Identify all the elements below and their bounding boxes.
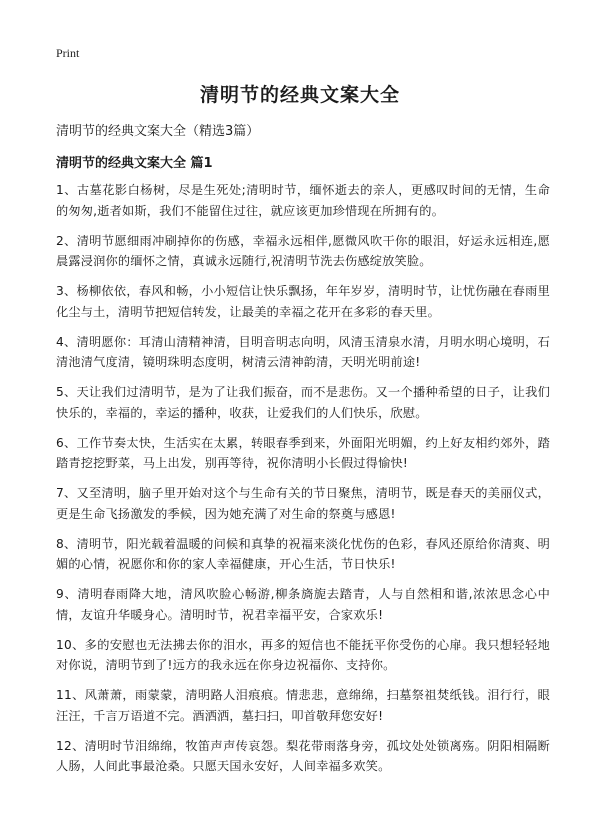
list-item: 1、古墓花影白杨树，尽是生死处;清明时节，缅怀逝去的亲人，更感叹时间的无情，生命的匆匆,逝者如斯，我们不能留住过往，就应该更加珍惜现在所拥有的。 (56, 183, 550, 218)
list-item: 3、杨柳依依，春风和畅，小小短信让快乐飘扬，年年岁岁，清明时节，让忧伤融在春雨里化尘与土，清明节把短信转发，让最美的幸福之花开在多彩的春天里。 (56, 284, 550, 319)
document-subtitle: 清明节的经典文案大全（精选3篇） (56, 124, 260, 139)
list-item: 6、工作节奏太快，生活实在太累，转眼春季到来，外面阳光明媚，约上好友相约郊外，踏踏青挖挖野菜，马上出发，别再等待，祝你清明小长假过得愉快! (56, 435, 550, 470)
list-item: 10、多的安慰也无法拂去你的泪水，再多的短信也不能抚平你受伤的心扉。我只想轻轻地对你说，清明节到了!远方的我永远在你身边祝福你、支持你。 (56, 637, 550, 672)
list-item: 11、风萧萧，雨蒙蒙，清明路人泪痕痕。情悲悲，意绵绵，扫墓祭祖焚纸钱。泪行行，眼汪汪，千言万语道不完。酒洒洒，墓扫扫，叩首敬拜您安好! (56, 688, 550, 723)
list-item: 5、天让我们过清明节，是为了让我们振奋，而不是悲伤。又一个播种希望的日子，让我们快乐的，幸福的，幸运的播种，收获，让爱我们的人们快乐，欣慰。 (56, 385, 550, 420)
list-item: 12、清明时节泪绵绵，牧笛声声传哀怨。梨花带雨落身旁，孤坟处处锁离殇。阴阳相隔断人肠，人间此事最沧桑。只愿天国永安好，人间幸福多欢笑。 (56, 738, 550, 773)
list-item: 8、清明节，阳光载着温暖的问候和真挚的祝福来淡化忧伤的色彩，春风还原给你清爽、明媚的心情，祝愿你和你的家人幸福健康，开心生活，节日快乐! (56, 536, 550, 571)
list-item: 2、清明节愿细雨冲刷掉你的伤感，幸福永远相伴,愿微风吹干你的眼泪，好运永远相连,愿晨露浸润你的缅怀之情，真诚永远随行,祝清明节洗去伤感绽放笑脸。 (56, 233, 550, 268)
list-item: 9、清明春雨降大地，清风吹脸心畅游,柳条旖旎去踏青，人与自然相和谐,浓浓思念心中情，友谊升华暖身心。清明时节，祝君幸福平安，合家欢乐! (56, 587, 550, 622)
list-item: 7、又至清明，脑子里开始对这个与生命有关的节日聚焦，清明节，既是春天的美丽仪式，更是生命飞扬激发的季候，因为她充满了对生命的祭奠与感恩! (56, 486, 550, 521)
list-item: 4、清明愿你：耳清山清精神清，目明音明志向明，风清玉清泉水清，月明水明心境明，石清池清气度清，镜明珠明态度明，树清云清神韵清，天明光明前途! (56, 334, 550, 369)
section-heading: 清明节的经典文案大全 篇1 (56, 156, 213, 171)
page-title: 清明节的经典文案大全 (199, 84, 400, 106)
quote-list (56, 180, 550, 786)
print-link[interactable]: Print (56, 46, 80, 60)
